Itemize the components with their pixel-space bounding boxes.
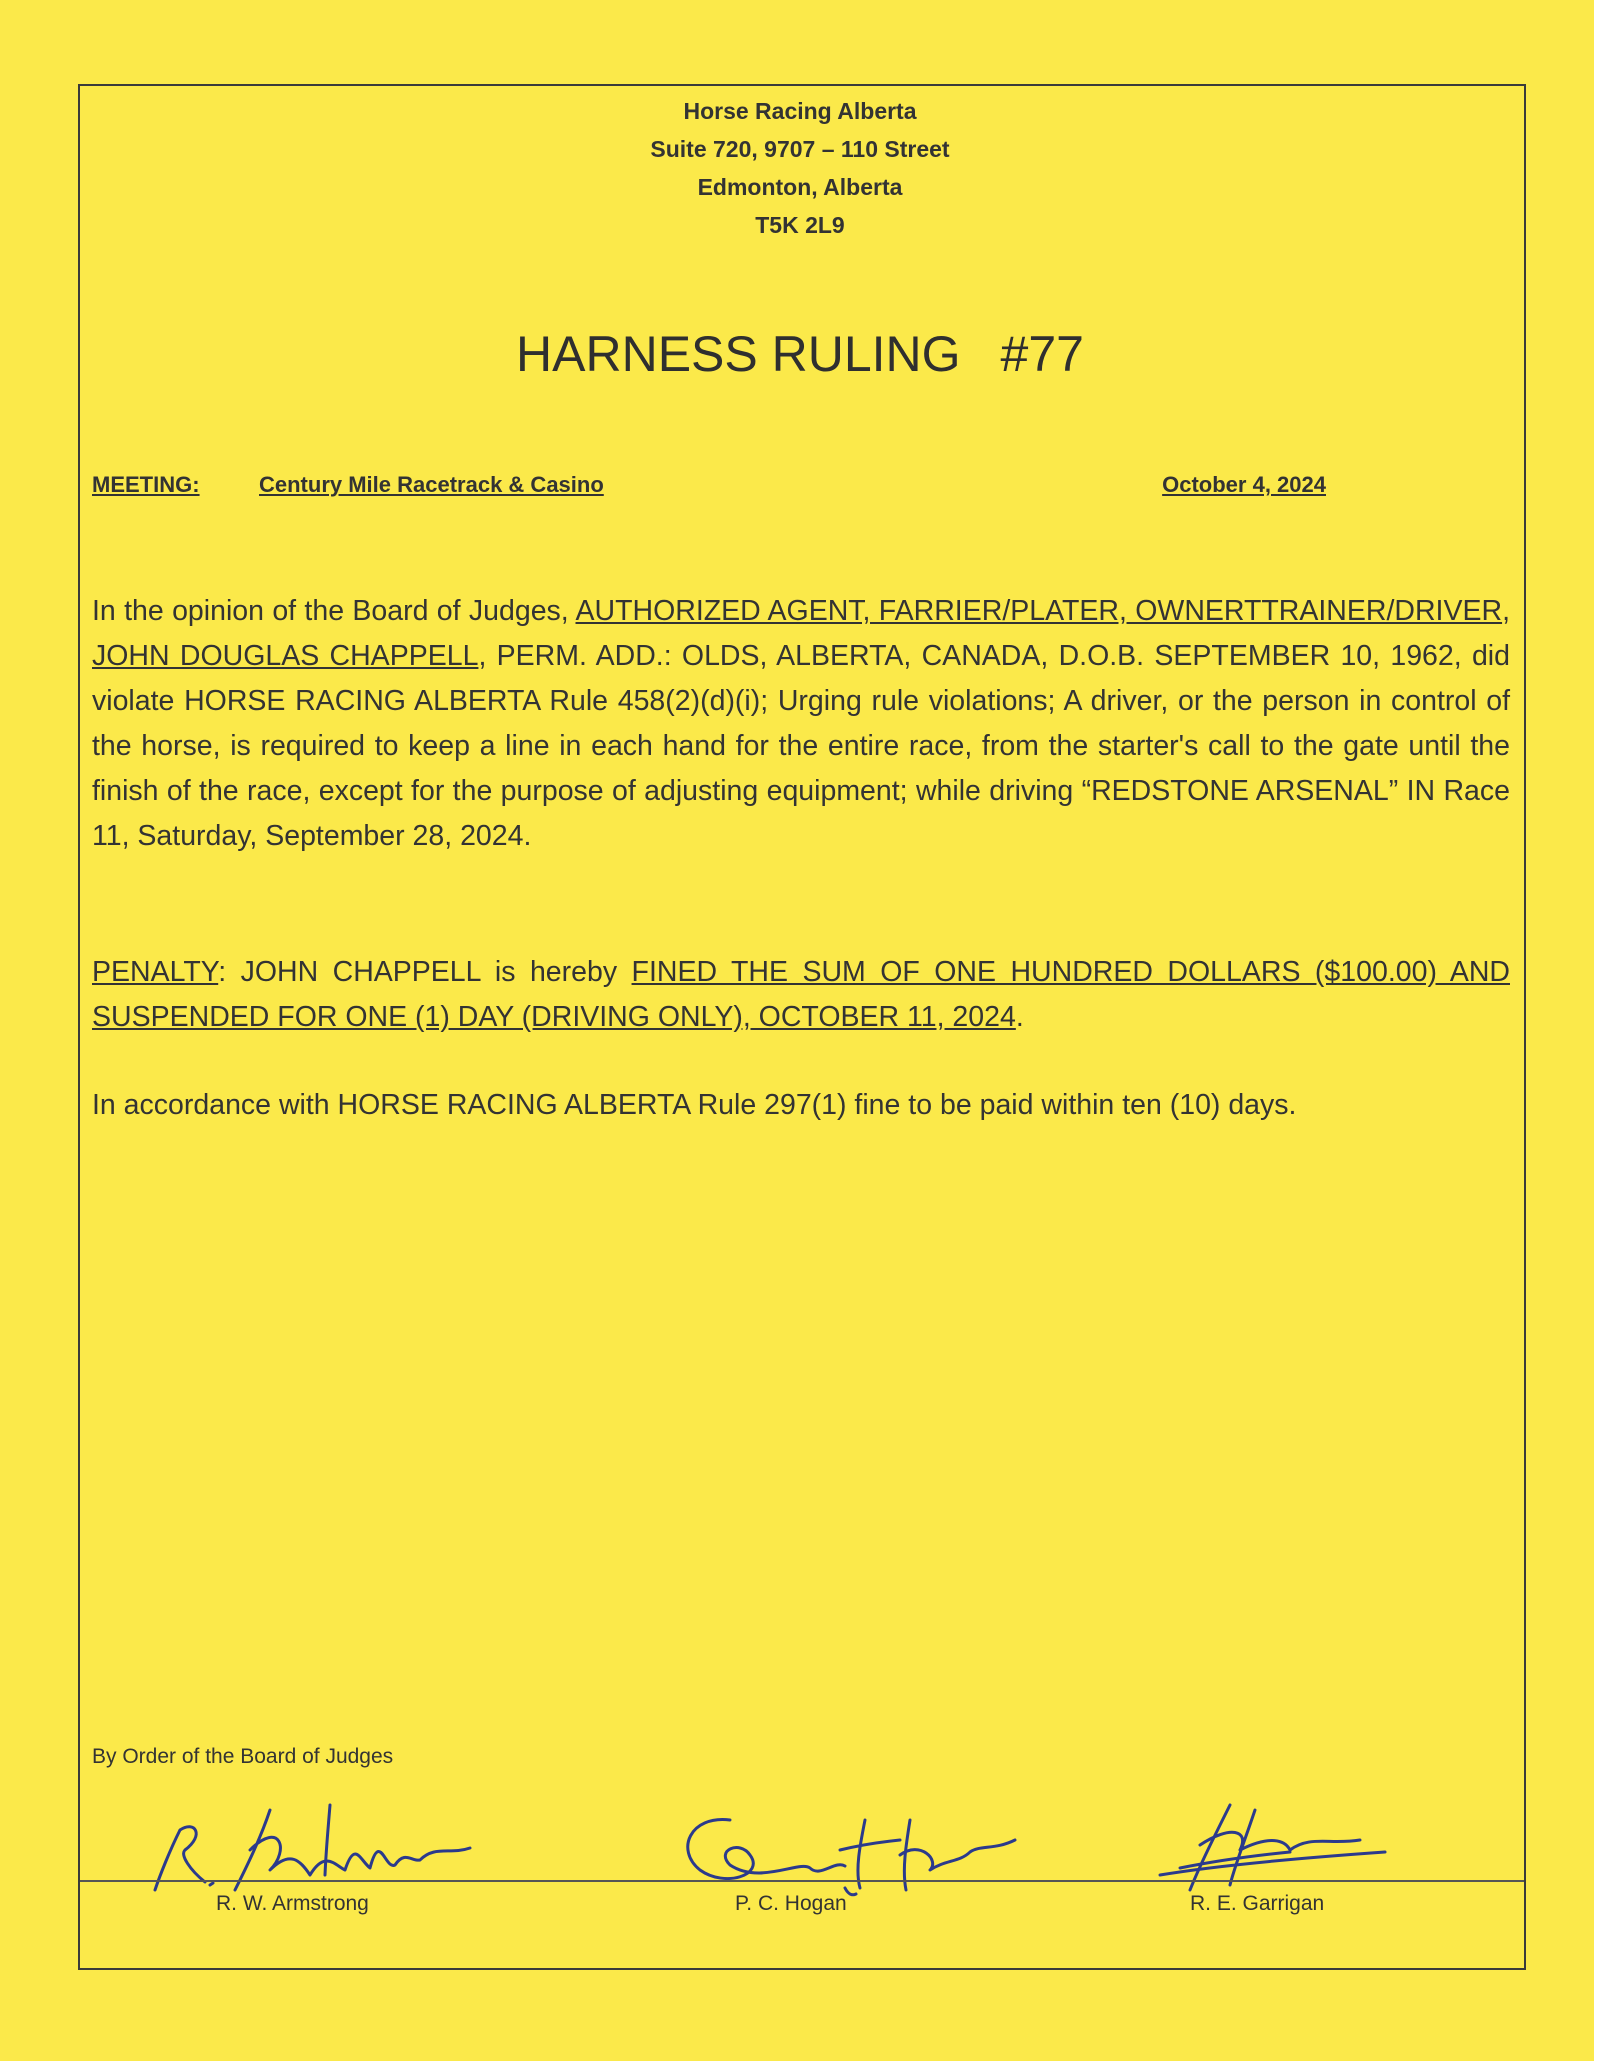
ruling-title bbox=[0, 325, 1600, 383]
ruling-text-separator: , bbox=[1502, 595, 1510, 627]
judge-name: R. W. Armstrong bbox=[216, 1892, 369, 1915]
page-edge bbox=[1594, 0, 1600, 2071]
signature-line bbox=[80, 1880, 1524, 1882]
ruling-paragraph bbox=[92, 589, 1510, 859]
penalty-terms: FINED THE SUM OF ONE HUNDRED DOLLARS ($100.00) AND SUSPENDED FOR ONE (1) DAY (DRIVING ONLY), OCTOBER 11, 2024 bbox=[92, 956, 1510, 1033]
ruling-title-text: HARNESS RULING bbox=[516, 326, 961, 382]
signature-armstrong bbox=[150, 1790, 500, 1900]
penalty-paragraph bbox=[92, 950, 1510, 1040]
licensee-roles: AUTHORIZED AGENT, FARRIER/PLATER, OWNERTTRAINER/DRIVER bbox=[575, 595, 1503, 627]
payment-terms: In accordance with HORSE RACING ALBERTA Rule 297(1) fine to be paid within ten (10) days. bbox=[92, 1089, 1297, 1121]
judge-name: P. C. Hogan bbox=[735, 1892, 847, 1915]
by-order-text: By Order of the Board of Judges bbox=[92, 1745, 394, 1768]
address-line-2: Edmonton, Alberta bbox=[697, 174, 903, 200]
meeting-label: MEETING: bbox=[92, 472, 200, 497]
ruling-text-intro: In the opinion of the Board of Judges, bbox=[92, 595, 576, 627]
postal-code: T5K 2L9 bbox=[755, 212, 845, 238]
page-edge bbox=[0, 2061, 1600, 2071]
meeting-venue: Century Mile Racetrack & Casino bbox=[259, 472, 604, 497]
address-line-1: Suite 720, 9707 – 110 Street bbox=[650, 136, 950, 162]
ruling-number: #77 bbox=[1000, 326, 1084, 382]
meeting-date: October 4, 2024 bbox=[1162, 472, 1326, 497]
licensee-name: JOHN DOUGLAS CHAPPELL bbox=[92, 640, 479, 672]
penalty-text: : JOHN CHAPPELL is hereby bbox=[218, 956, 632, 988]
penalty-end: . bbox=[1015, 1001, 1024, 1033]
ruling-text-details: , PERM. ADD.: OLDS, ALBERTA, CANADA, D.O.B. SEPTEMBER 10, 1962, did violate HORSE RACING ALBERTA Rule 458(2)(d)(i); Urging rule violations; A driver, or the person in control of the horse, is required to keep a line in each hand for the entire race, from the starter's call to the gate until the finish of the race, except for the purpose of adjusting equipment; while driving “REDSTONE ARSENAL” IN Race 11, Saturday, September 28, 2024. bbox=[92, 640, 1510, 852]
judge-name: R. E. Garrigan bbox=[1190, 1892, 1325, 1915]
signature-garrigan bbox=[1140, 1790, 1400, 1900]
penalty-label: PENALTY bbox=[92, 956, 219, 988]
organization-name: Horse Racing Alberta bbox=[683, 98, 917, 124]
meeting-line bbox=[92, 472, 1326, 502]
letterhead bbox=[0, 92, 1600, 244]
signature-hogan bbox=[670, 1790, 1030, 1900]
